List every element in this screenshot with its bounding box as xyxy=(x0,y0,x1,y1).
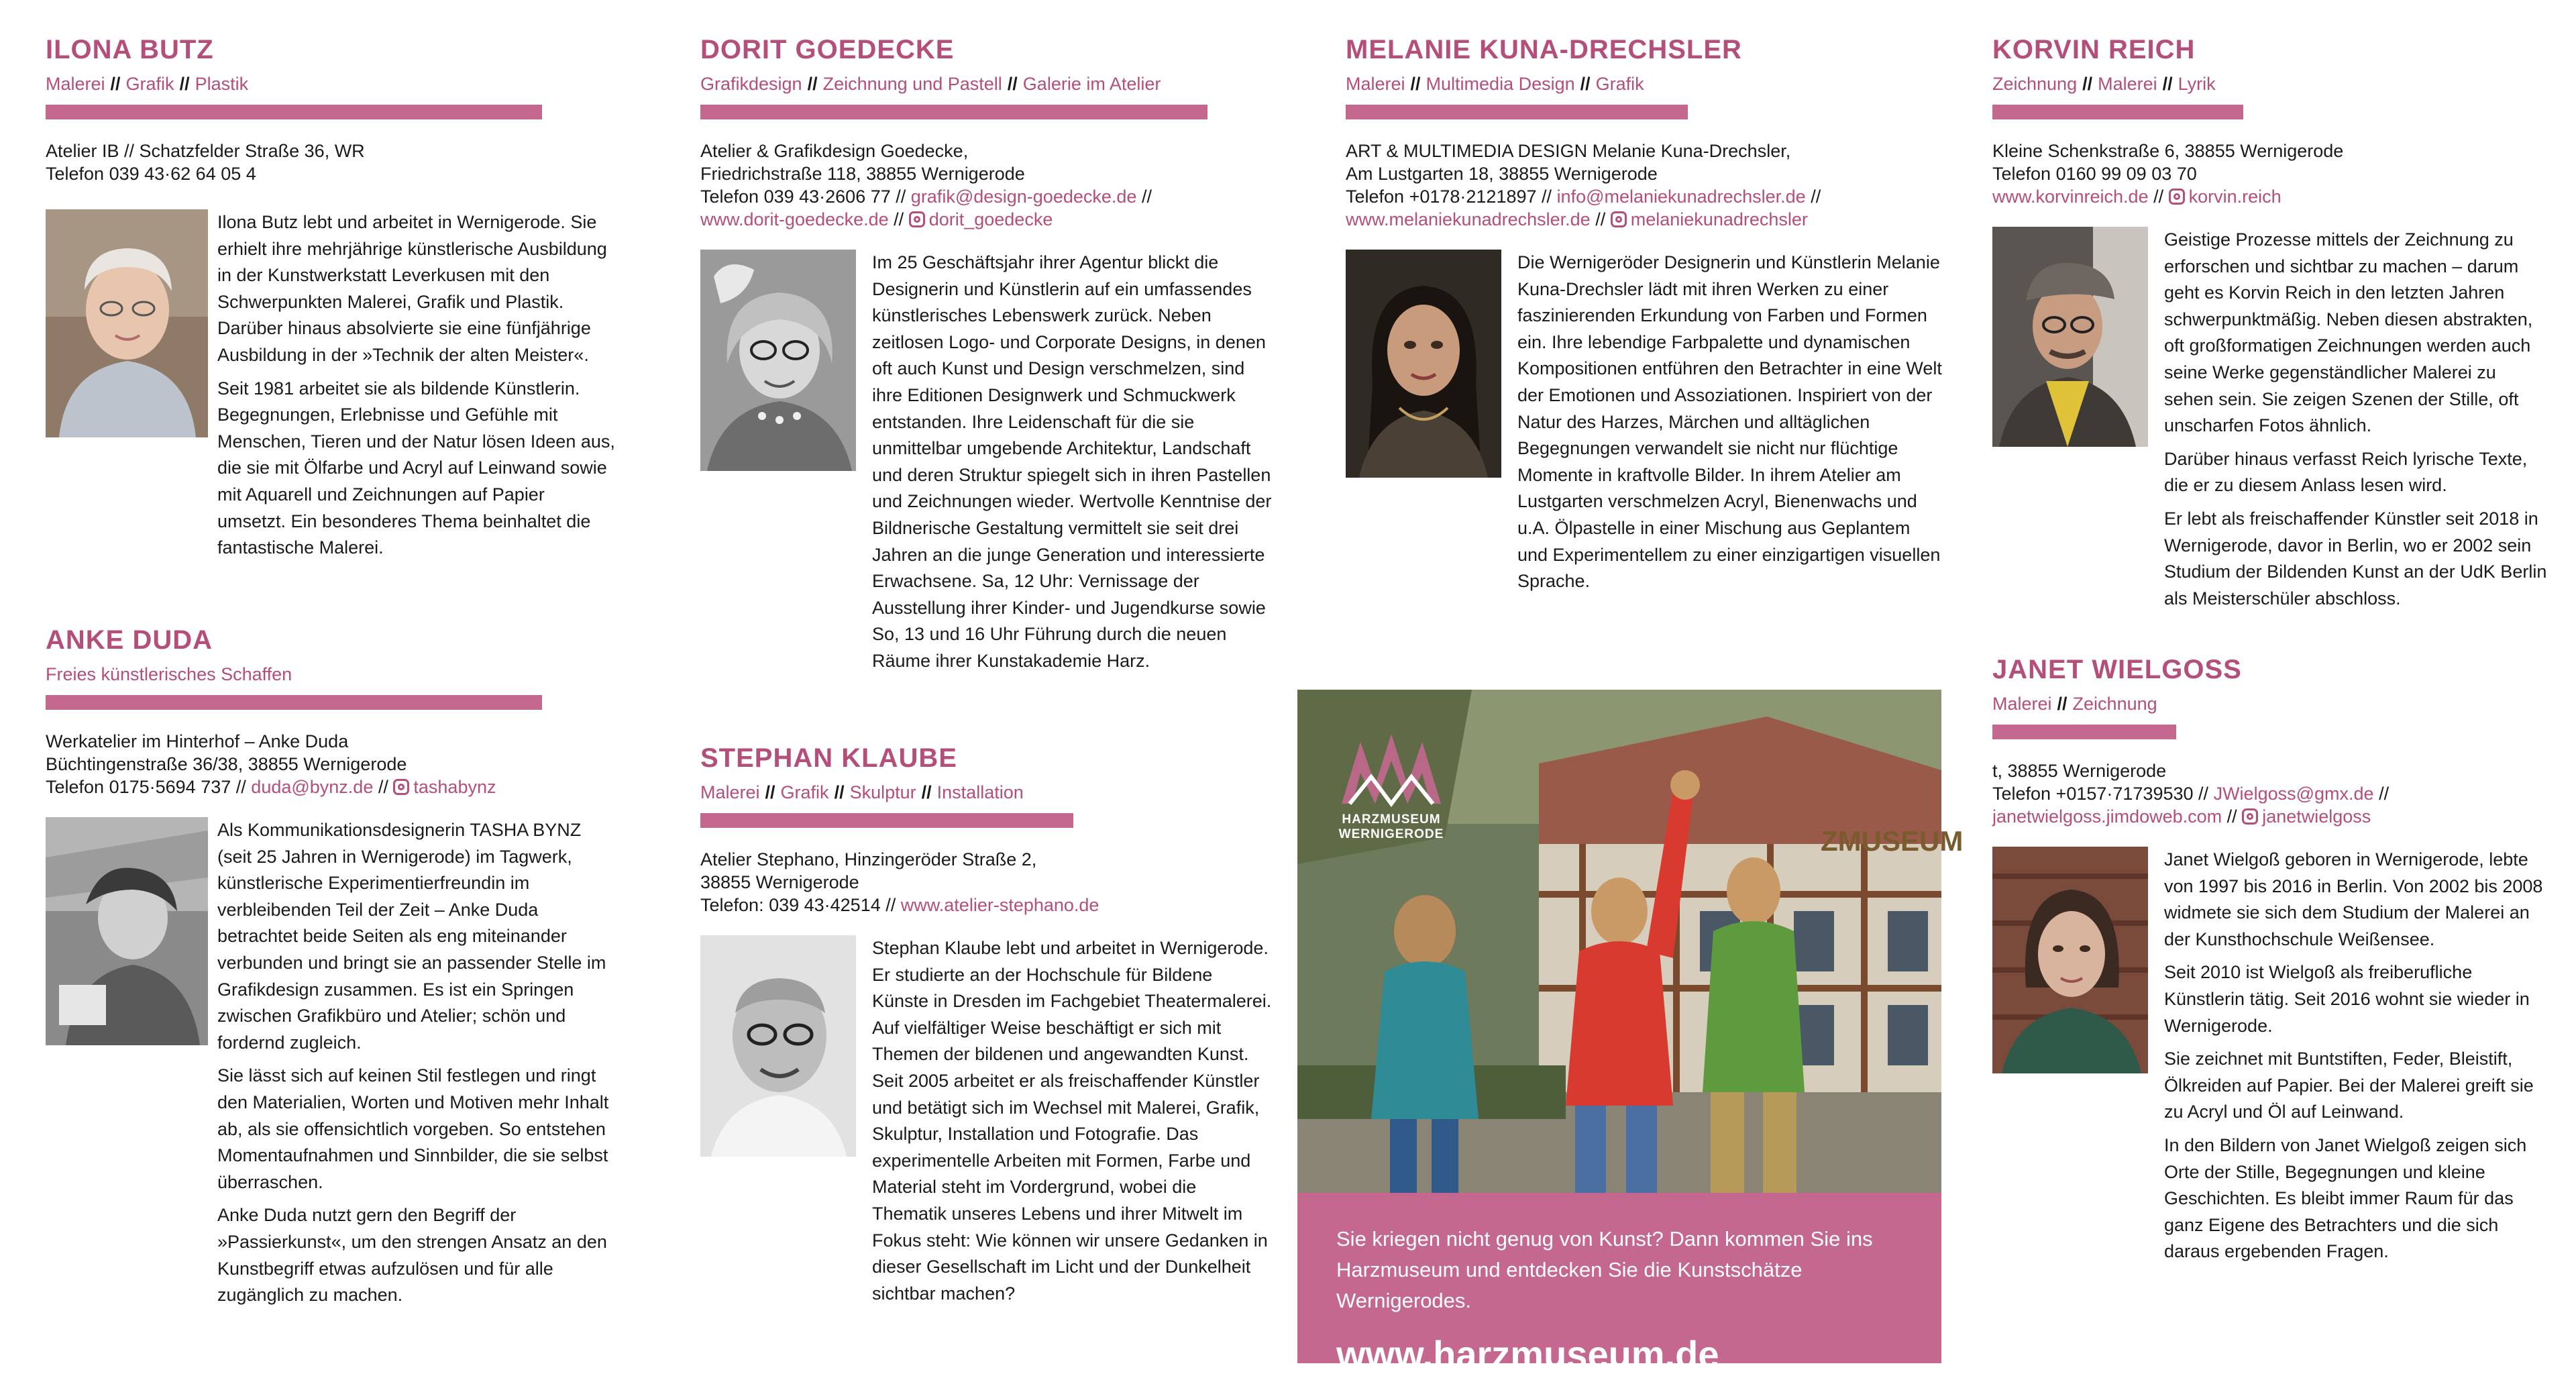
artist-body xyxy=(46,209,616,562)
portrait-photo xyxy=(1992,847,2148,1073)
artist-stephan-klaube xyxy=(700,742,1272,1314)
accent-bar xyxy=(1346,105,1688,119)
artist-name: JANET WIELGOSS xyxy=(1992,655,2242,684)
harzmuseum-logo-mark xyxy=(1336,729,1446,809)
portrait-photo xyxy=(46,209,208,437)
artist-bio: Janet Wielgoß geboren in Wernigerode, lebte von 1997 bis 2016 in Berlin. Von 2002 bis 2008 widmete sie sich dem Studium der Malerei an der Kunsthochschule Weißensee. Seit 2010 ist Wielgoß als freiberufliche Künstlerin tätig. Seit 2016 wohnt sie wieder in Wernigerode. Sie zeichnet mit Buntstiften, Feder, Bleistift, Ölkreiden auf Papier. Bei der Malerei greift sie zu Acryl und Öl auf Leinwand. In den Bildern von Janet Wielgoß zeigen sich Orte der Stille, Begegnungen und kleine Geschichten. Es bleibt immer Raum für das ganz Eigene des Betrachters und die sich daraus ergebenden Fragen. xyxy=(2164,849,2543,1262)
portrait-photo xyxy=(700,935,856,1157)
artist-bio: Ilona Butz lebt und arbeitet in Wernigerode. Sie erhielt ihre mehrjährige künstlerische Ausbildung in der Kunstwerkstatt Leverkusen mit den Schwerpunkten Malerei, Grafik und Plastik. Darüber hinaus absolvierte sie eine fünfjährige Ausbildung in der »Technik der alten Meister«. Seit 1981 arbeitet sie als bildende Künstlerin. Begegnungen, Erlebnisse und Gefühle mit Menschen, Tieren und der Natur lösen Ideen aus, die sie mit Ölfarbe und Acryl auf Leinwand sowie mit Aquarell und Zeichnungen auf Papier umsetzt. Ein besonderes Thema beinhaltet die fantastische Malerei. xyxy=(217,212,615,558)
artist-name: STEPHAN KLAUBE xyxy=(700,743,957,773)
artist-bio: Im 25 Geschäftsjahr ihrer Agentur blickt die Designerin und Künstlerin auf ein umfassendes künstlerisches Lebenswerk zurück. Neben zeitlosen Logo- und Corporate Designs, in denen oft auch Kunst und Design verschmelzen, sind ihre Editionen Designwerk und Schmuckwerk entstanden. Ihre Leidenschaft für die sie unmittelbar umgebende Architektur, Landschaft und deren Struktur spiegelt sich in ihren Pastellen und Zeichnungen wieder. Wertvolle Kenntnise der Bildnerische Gestaltung vermittelt sie seit drei Jahren an die junge Generation und interessierte Erwachsene. Sa, 12 Uhr: Vernissage der Ausstellung ihrer Kinder- und Jugendkurse sowie So, 13 und 16 Uhr Führung durch die neuen Räume ihrer Kunstakademie Harz. xyxy=(872,252,1272,671)
artist-categories: Malerei // Multimedia Design // Grafik xyxy=(1346,74,1644,94)
email-link[interactable]: info@melaniekunadrechsler.de xyxy=(1556,187,1806,207)
promo-url-link[interactable]: www.harzmuseum.de xyxy=(1336,1333,1719,1375)
artist-bio: Geistige Prozesse mittels der Zeichnung zu erforschen und sichtbar zu machen – darum geht es Korvin Reich in den letzten Jahren schwerpunktmäßig. Neben diesen abstrakten, oft großformatigen Zeichnungen werden auch seine Werke gegenständlicher Malerei zu sehen sein. Sie zeigen Szenen der Stille, oft unscharfen Fotos ähnlich. Darüber hinaus verfasst Reich lyrische Texte, die er zu diesem Anlass lesen wird. Er lebt als freischaffender Künstler seit 2018 in Wernigerode, davor in Berlin, wo er 2002 sein Studium der Bildenden Kunst an der UdK Berlin als Meisterschüler abschloss. xyxy=(2164,229,2547,608)
artist-categories: Malerei // Grafik // Plastik xyxy=(46,74,249,94)
contact-block: Atelier Stephano, Hinzingeröder Straße 2, 38855 Wernigerode Telefon: 039 43·42514 // www.atelier-stephano.de xyxy=(700,849,1099,915)
accent-bar xyxy=(1992,105,2243,119)
accent-bar xyxy=(46,105,542,119)
contact-block: Werkatelier im Hinterhof – Anke Duda Büchtingenstraße 36/38, 38855 Wernigerode Telefon 0175·5694 737 // duda@bynz.de // tashabynz xyxy=(46,731,496,797)
artist-name: ANKE DUDA xyxy=(46,625,213,655)
artist-body xyxy=(1992,227,2549,612)
artist-anke-duda xyxy=(46,624,616,1316)
instagram-icon xyxy=(2169,189,2185,205)
contact-block: Atelier & Grafikdesign Goedecke, Friedrichstraße 118, 38855 Wernigerode Telefon 039 43·2606 77 // grafik@design-goedecke.de // www.dorit-goedecke.de // dorit_goedecke xyxy=(700,141,1152,229)
artist-ilona-butz xyxy=(46,34,616,568)
email-link[interactable]: grafik@design-goedecke.de xyxy=(910,187,1137,207)
harzmuseum-promo xyxy=(1297,690,1964,1375)
artist-janet-wielgoss xyxy=(1992,653,2549,1272)
promo-text: Sie kriegen nicht genug von Kunst? Dann kommen Sie ins Harzmuseum und entdecken Sie die Kunstschätze Wernigerodes. xyxy=(1336,1227,1873,1312)
artist-name: KORVIN REICH xyxy=(1992,35,2196,64)
website-link[interactable]: www.korvinreich.de xyxy=(1992,187,2149,207)
website-link[interactable]: www.dorit-goedecke.de xyxy=(700,209,889,229)
artist-dorit-goedecke xyxy=(700,34,1272,682)
email-link[interactable]: JWielgoss@gmx.de xyxy=(2213,784,2374,804)
instagram-icon xyxy=(2242,808,2258,825)
website-link[interactable]: janetwielgoss.jimdoweb.com xyxy=(1992,806,2222,827)
artist-melanie-kuna-drechsler xyxy=(1346,34,1943,602)
artist-categories: Freies künstlerisches Schaffen xyxy=(46,664,292,684)
instagram-link[interactable]: tashabynz xyxy=(413,777,496,797)
artist-categories: Grafikdesign // Zeichnung und Pastell // Galerie im Atelier xyxy=(700,74,1161,94)
accent-bar xyxy=(700,105,1208,119)
artist-bio: Die Wernigeröder Designerin und Künstlerin Melanie Kuna-Drechsler lädt mit ihren Werken zu einer faszinierenden Erkundung von Farben und Formen ein. Ihre lebendige Farbpalette und dynamischen Kompositionen entführen den Betrachter in eine Welt der Emotionen und Assoziationen. Inspiriert von der Natur des Harzes, Märchen und alltäglichen Begegnungen verwandelt sie nicht nur flüchtige Momente in kraftvolle Bilder. In ihrem Atelier am Lustgarten verschmelzen Acryl, Bienenwachs und u.A. Ölpastelle in einer Mischung aus Geplantem und Experimentellem zu einer einzigartigen visuellen Sprache. xyxy=(1517,252,1942,592)
website-link[interactable]: www.atelier-stephano.de xyxy=(900,895,1099,915)
artist-name: DORIT GOEDECKE xyxy=(700,35,955,64)
museum-sign: ZMUSEUM xyxy=(1821,825,1964,857)
artist-categories: Zeichnung // Malerei // Lyrik xyxy=(1992,74,2216,94)
instagram-link[interactable]: dorit_goedecke xyxy=(928,209,1053,229)
contact-block: Atelier IB // Schatzfelder Straße 36, WR Telefon 039 43·62 64 05 4 xyxy=(46,141,365,184)
accent-bar xyxy=(46,695,542,710)
contact-block: Kleine Schenkstraße 6, 38855 Wernigerode Telefon 0160 99 09 03 70 www.korvinreich.de // korvin.reich xyxy=(1992,141,2344,207)
artist-name: MELANIE KUNA-DRECHSLER xyxy=(1346,35,1742,64)
portrait-photo xyxy=(700,250,856,471)
portrait-photo xyxy=(46,817,208,1045)
contact-block: ART & MULTIMEDIA DESIGN Melanie Kuna-Drechsler, Am Lustgarten 18, 38855 Wernigerode Telefon +0178·2121897 // info@melaniekunadrechsler.de // www.melaniekunadrechsler.de // melaniekunadrechsler xyxy=(1346,141,1821,229)
artist-name: ILONA BUTZ xyxy=(46,35,214,64)
accent-bar xyxy=(700,813,1073,828)
instagram-link[interactable]: melaniekunadrechsler xyxy=(1630,209,1808,229)
artist-categories: Malerei // Zeichnung xyxy=(1992,694,2157,714)
artist-body xyxy=(46,817,616,1309)
artist-body xyxy=(700,935,1272,1307)
email-link[interactable]: duda@bynz.de xyxy=(251,777,374,797)
portrait-photo xyxy=(1346,250,1501,478)
artist-body xyxy=(1992,847,2549,1265)
instagram-icon xyxy=(393,779,409,795)
website-link[interactable]: www.melaniekunadrechsler.de xyxy=(1346,209,1591,229)
artist-korvin-reich xyxy=(1992,34,2549,619)
instagram-link[interactable]: korvin.reich xyxy=(2188,187,2282,207)
contact-block: t, 38855 Wernigerode Telefon +0157·71739530 // JWielgoss@gmx.de // janetwielgoss.jimdoweb.com // janetwielgoss xyxy=(1992,761,2390,827)
accent-bar xyxy=(1992,725,2176,739)
instagram-link[interactable]: janetwielgoss xyxy=(2262,806,2371,827)
portrait-photo xyxy=(1992,227,2148,447)
harzmuseum-logo: HARZMUSEUM WERNIGERODE xyxy=(1336,729,1446,842)
artist-bio: Stephan Klaube lebt und arbeitet in Wernigerode. Er studierte an der Hochschule für Bildene Künste in Dresden im Fachgebiet Theatermalerei. Auf vielfältiger Weise beschäftigt er sich mit Themen der bildenen und angewandten Kunst. Seit 2005 arbeitet er als freischaffender Künstler und betätigt sich im Wechsel mit Malerei, Grafik, Skulptur, Installation und Fotografie. Das experimentelle Arbeiten mit Formen, Farbe und Material steht im Vordergrund, wobei die Thematik unseres Lebens und ihrer Mitwelt im Fokus steht: Wie können wir unsere Gedanken in dieser Gesellschaft im Licht und der Dunkelheit sichtbar machen? xyxy=(872,938,1272,1304)
instagram-icon xyxy=(909,211,925,227)
promo-box xyxy=(1297,1193,1941,1375)
artist-categories: Malerei // Grafik // Skulptur // Installation xyxy=(700,782,1024,802)
artist-body xyxy=(700,250,1272,675)
artist-bio: Als Kommunikationsdesignerin TASHA BYNZ (seit 25 Jahren in Wernigerode) im Tagwerk, künstlerische Experimentierfreundin im verbleibenden Teil der Zeit – Anke Duda betrachtet beide Seiten als eng miteinander verbunden und bringt sie an passender Stelle im Grafikdesign zusammen. Es ist ein Springen zwischen Grafikbüro und Atelier; schön und fordernd zugleich. Sie lässt sich auf keinen Stil festlegen und ringt den Materialien, Worten und Motiven mehr Inhalt ab, als sie offensichtlich vorgeben. So entstehen Momentaufnahmen und Sinnbilder, die sie selbst überraschen. Anke Duda nutzt gern den Begriff der »Passierkunst«, um den strengen Ansatz an den Kunstbegriff etwas aufzulösen und für alle zugänglich zu machen. xyxy=(217,820,609,1306)
instagram-icon xyxy=(1611,211,1627,227)
artist-body xyxy=(1346,250,1943,595)
